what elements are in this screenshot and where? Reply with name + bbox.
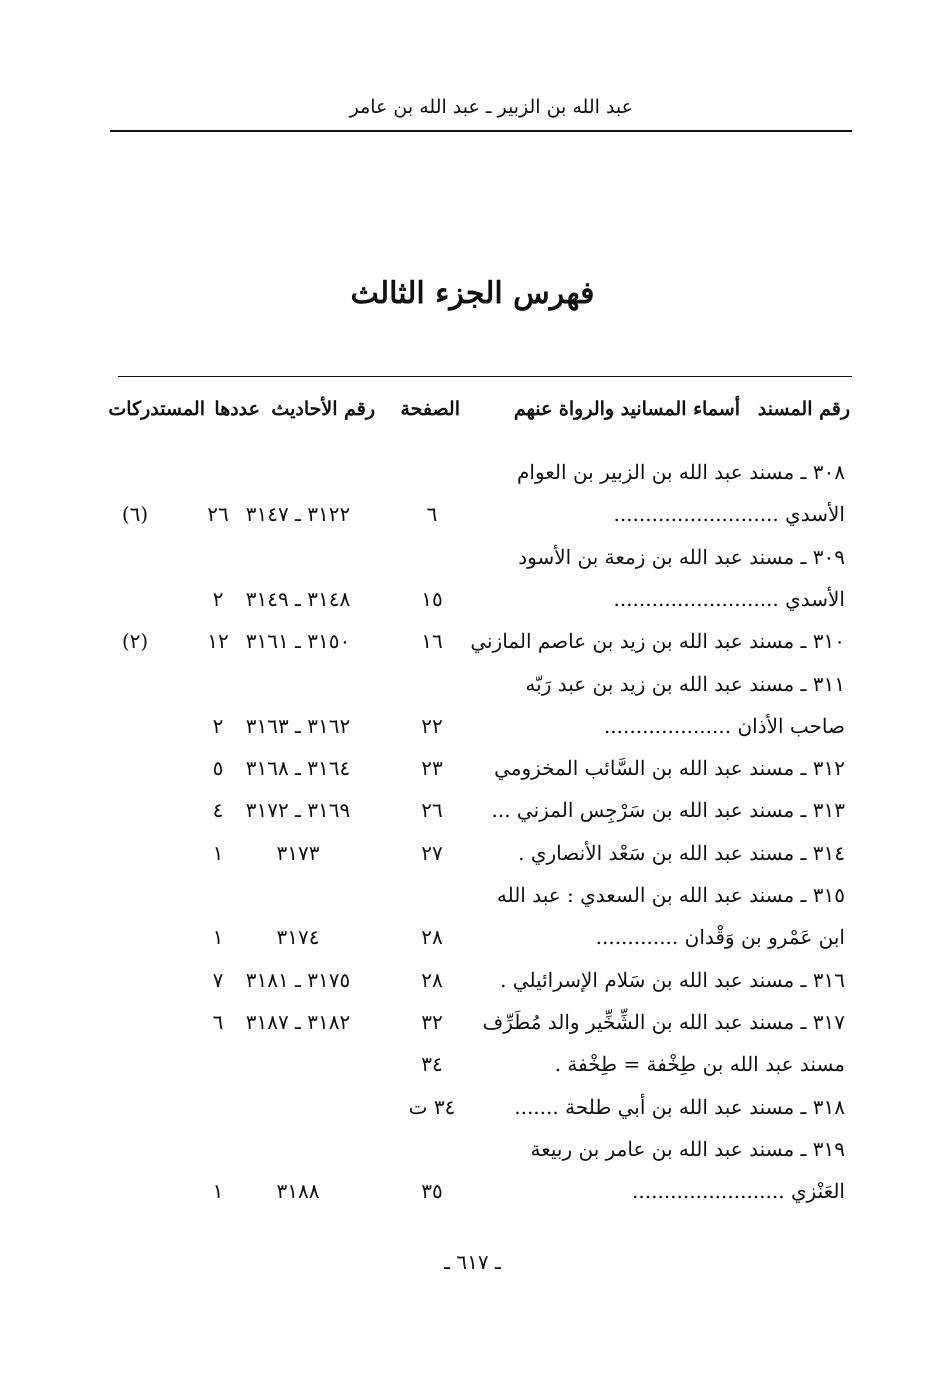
entry-name: ٣١٤ ـ مسند عبد الله بن سَعْد الأنصاري .: [518, 840, 845, 865]
entry-page: ٣٤: [421, 1052, 443, 1077]
entry-name: ٣١٦ ـ مسند عبد الله بن سَلام الإسرائيلي .: [500, 967, 845, 992]
entry-page: ٣٢: [421, 1009, 443, 1034]
column-header-musnad-no: رقم المسند: [757, 398, 850, 420]
entry-hadith-range: ٣١٨٢ ـ ٣١٨٧: [245, 1009, 351, 1034]
column-header-page: الصفحة: [400, 398, 460, 420]
entry-count: ١: [212, 925, 224, 950]
table-row: [0, 714, 945, 756]
table-row: [0, 1179, 945, 1221]
entry-hadith-range: ٣١٧٣: [276, 840, 320, 865]
entry-name: العَنْزي ........................: [632, 1179, 845, 1204]
table-row: [0, 798, 945, 840]
table-row: [0, 1137, 945, 1179]
entry-count: ٢: [212, 586, 224, 611]
column-header-names: أسماء المسانيد والرواة عنهم: [513, 398, 740, 420]
entry-name: ٣١٠ ـ مسند عبد الله بن زيد بن عاصم المازني: [470, 629, 845, 654]
entry-count: ٥: [212, 756, 224, 781]
entry-count: ١: [212, 840, 224, 865]
entry-name: صاحب الأذان ....................: [603, 713, 845, 738]
table-row: [0, 883, 945, 925]
entry-page: ١٥: [421, 586, 443, 611]
entry-hadith-range: ٣١٢٢ ـ ٣١٤٧: [245, 502, 351, 527]
entry-name: ٣١٢ ـ مسند عبد الله بن السَّائب المخزومي: [494, 756, 845, 781]
entry-mustadrakat: (٦): [121, 502, 149, 527]
table-row: [0, 672, 945, 714]
entry-name: مسند عبد الله بن طِخْفة = طِخْفة .: [554, 1052, 845, 1077]
column-header-count: عددها: [214, 398, 260, 420]
entry-hadith-range: ٣١٨٨: [276, 1179, 320, 1204]
table-row: [0, 629, 945, 671]
header-rule: [110, 130, 852, 132]
table-row: [0, 841, 945, 883]
entry-count: ٢: [212, 713, 224, 738]
table-row: [0, 460, 945, 502]
entry-hadith-range: ٣١٧٥ ـ ٣١٨١: [245, 967, 351, 992]
table-row: [0, 545, 945, 587]
entry-page: ٢٦: [421, 798, 443, 823]
table-row: [0, 587, 945, 629]
entry-page: ٢٣: [421, 756, 443, 781]
column-header-rule: [118, 376, 852, 377]
running-header: عبد الله بن الزبير ـ عبد الله بن عامر: [349, 96, 633, 118]
entry-count: ٦: [212, 1009, 224, 1034]
entry-page: ٢٨: [421, 925, 443, 950]
entry-name: ٣١٧ ـ مسند عبد الله بن الشِّخِّير والد مُطَرِّف: [482, 1009, 845, 1034]
table-row: [0, 925, 945, 967]
table-row: [0, 968, 945, 1010]
table-row: [0, 1010, 945, 1052]
entry-count: ١: [212, 1179, 224, 1204]
entry-count: ٢٦: [207, 502, 229, 527]
entry-hadith-range: ٣١٧٤: [276, 925, 320, 950]
entry-hadith-range: ٣١٦٩ ـ ٣١٧٢: [245, 798, 351, 823]
entry-page: ٦: [426, 502, 438, 527]
entry-page: ٢٢: [421, 713, 443, 738]
entry-hadith-range: ٣١٦٢ ـ ٣١٦٣: [245, 713, 351, 738]
entry-name: الأسدي ..........................: [613, 502, 845, 527]
entry-name: ٣١١ ـ مسند عبد الله بن زيد بن عبد رَبّه: [525, 671, 845, 696]
entry-name: ٣١٣ ـ مسند عبد الله بن سَرْجِس المزني ...: [491, 798, 845, 823]
entry-page: ٢٧: [421, 840, 443, 865]
entry-page: ١٦: [421, 629, 443, 654]
page-title: فهرس الجزء الثالث: [350, 276, 595, 311]
entry-hadith-range: ٣١٥٠ ـ ٣١٦١: [245, 629, 351, 654]
entry-name: ٣٠٨ ـ مسند عبد الله بن الزبير بن العوام: [517, 460, 845, 484]
table-row: [0, 1052, 945, 1094]
table-row: [0, 756, 945, 798]
entry-hadith-range: ٣١٦٤ ـ ٣١٦٨: [245, 756, 351, 781]
entry-name: ٣١٥ ـ مسند عبد الله بن السعدي : عبد الله: [496, 883, 845, 907]
entry-count: ٤: [212, 798, 224, 823]
entry-name: ٣١٨ ـ مسند عبد الله بن أبي طلحة .......: [514, 1094, 845, 1119]
entry-page: ٣٤ ت: [408, 1094, 456, 1119]
entry-mustadrakat: (٢): [121, 629, 149, 654]
entry-name: الأسدي ..........................: [613, 586, 845, 611]
entry-name: ٣٠٩ ـ مسند عبد الله بن زمعة بن الأسود: [518, 544, 845, 569]
table-row: [0, 1095, 945, 1137]
entry-name: ٣١٩ ـ مسند عبد الله بن عامر بن ربيعة: [530, 1136, 845, 1161]
entry-page: ٢٨: [421, 967, 443, 992]
column-header-hadith-nos: رقم الأحاديث: [271, 398, 375, 420]
entry-hadith-range: ٣١٤٨ ـ ٣١٤٩: [245, 586, 351, 611]
entry-page: ٣٥: [421, 1179, 443, 1204]
page-number: ـ ٦١٧ ـ: [444, 1250, 501, 1274]
column-header-mustadrakat: المستدركات: [108, 398, 205, 420]
entry-count: ٧: [212, 967, 224, 992]
entry-name: ابن عَمْرو بن وَقْدان .............: [595, 925, 845, 950]
entry-count: ١٢: [207, 629, 229, 654]
table-row: [0, 502, 945, 544]
